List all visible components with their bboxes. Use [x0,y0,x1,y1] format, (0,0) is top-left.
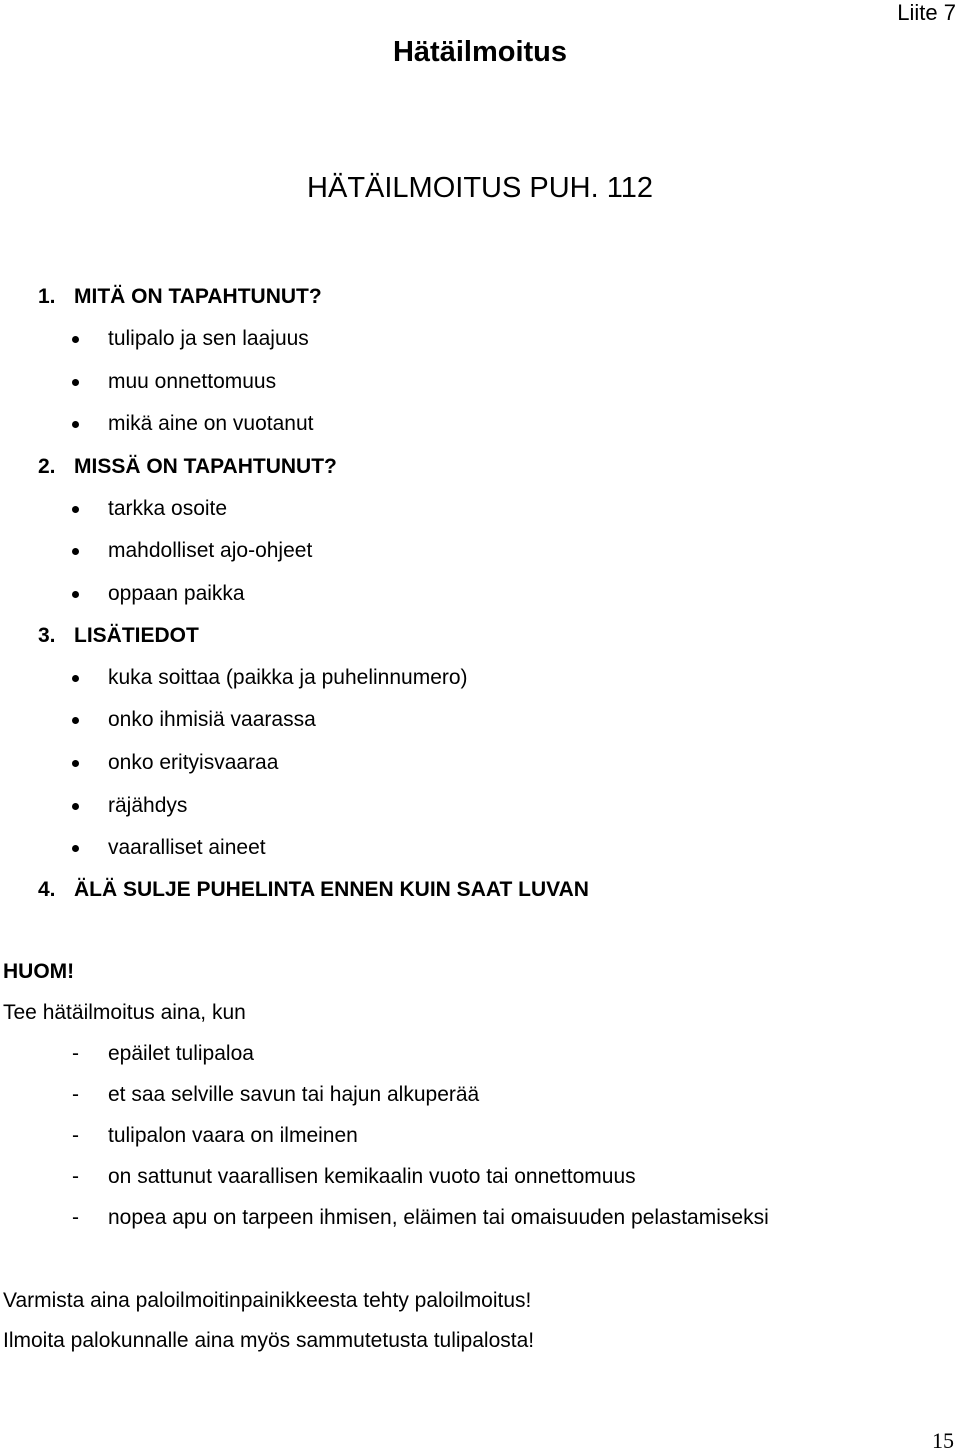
dash-marker: - [72,1124,79,1147]
note-item: tulipalon vaara on ilmeinen [108,1124,358,1147]
bullet-icon [72,591,79,598]
list-item: räjähdys [108,794,188,817]
section-title: LISÄTIEDOT [74,624,199,647]
bullet-icon [72,336,79,343]
note-item: nopea apu on tarpeen ihmisen, eläimen tai omaisuuden pelastamiseksi [108,1206,769,1229]
note-item: et saa selville savun tai hajun alkuperää [108,1083,480,1106]
note-intro: Tee hätäilmoitus aina, kun [3,1001,246,1024]
list-item: mikä aine on vuotanut [108,412,314,435]
list-item: mahdolliset ajo-ohjeet [108,539,313,562]
document-subtitle: HÄTÄILMOITUS PUH. 112 [307,172,653,204]
list-item: tulipalo ja sen laajuus [108,327,309,350]
bullet-icon [72,421,79,428]
bullet-icon [72,717,79,724]
section-number: 2. [38,455,56,478]
list-item: vaaralliset aineet [108,836,266,859]
list-item: onko ihmisiä vaarassa [108,708,316,731]
list-item: kuka soittaa (paikka ja puhelinnumero) [108,666,468,689]
closing-line: Varmista aina paloilmoitinpainikkeesta tehty paloilmoitus! [3,1289,532,1312]
section-title: ÄLÄ SULJE PUHELINTA ENNEN KUIN SAAT LUVAN [74,878,589,901]
dash-marker: - [72,1165,79,1188]
bullet-icon [72,506,79,513]
list-item: onko erityisvaaraa [108,751,279,774]
dash-marker: - [72,1206,79,1229]
bullet-icon [72,760,79,767]
section-number: 4. [38,878,56,901]
note-item: epäilet tulipaloa [108,1042,254,1065]
page-number: 15 [932,1428,954,1453]
section-number: 1. [38,285,56,308]
section-number: 3. [38,624,56,647]
section-title: MISSÄ ON TAPAHTUNUT? [74,455,337,478]
bullet-icon [72,675,79,682]
bullet-icon [72,845,79,852]
dash-marker: - [72,1042,79,1065]
bullet-icon [72,803,79,810]
bullet-icon [72,548,79,555]
note-heading: HUOM! [3,960,75,983]
document-title: Hätäilmoitus [392,36,568,68]
appendix-label: Liite 7 [897,0,956,25]
note-item: on sattunut vaarallisen kemikaalin vuoto tai onnettomuus [108,1165,636,1188]
closing-line: Ilmoita palokunnalle aina myös sammutetusta tulipalosta! [3,1329,535,1352]
list-item: tarkka osoite [108,497,228,520]
section-title: MITÄ ON TAPAHTUNUT? [74,285,322,308]
list-item: muu onnettomuus [108,370,277,393]
list-item: oppaan paikka [108,582,245,605]
dash-marker: - [72,1083,79,1106]
bullet-icon [72,379,79,386]
